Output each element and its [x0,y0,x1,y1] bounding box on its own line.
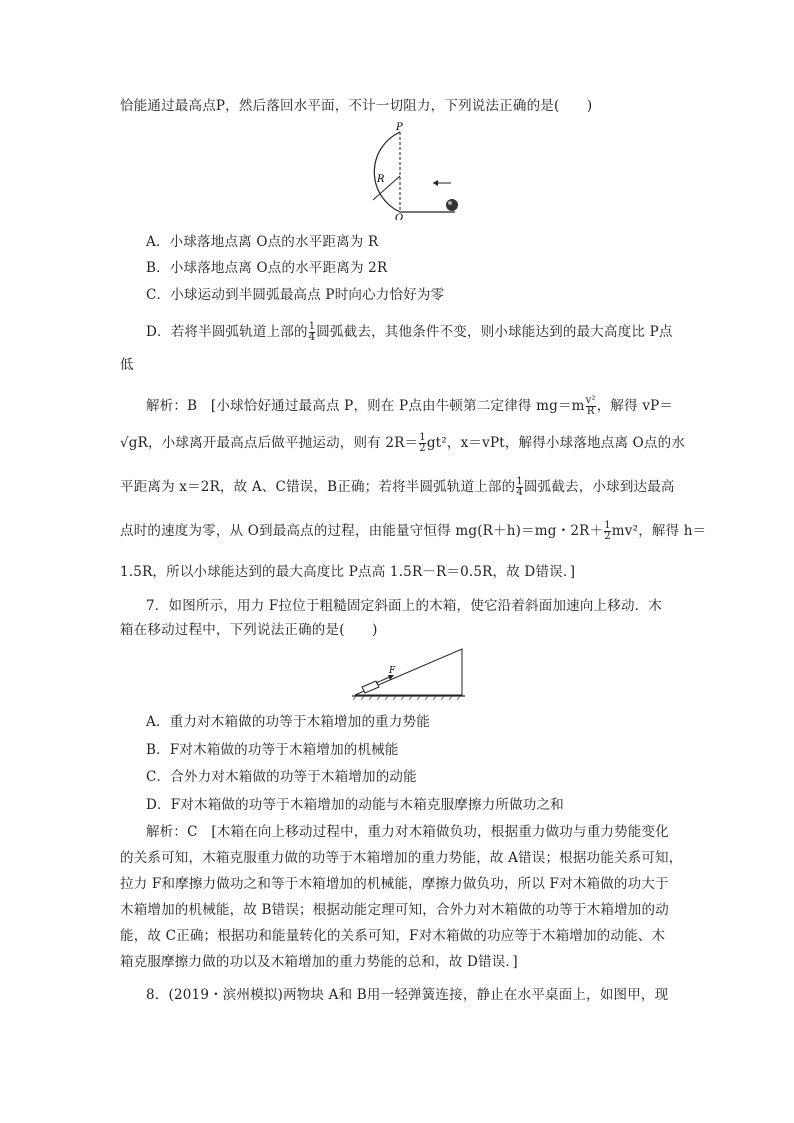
ball [446,199,458,211]
q6-option-b: B．小球落地点离 O点的水平距离为 2R [146,260,388,276]
label-o: O [395,213,404,220]
q7-option-d: D．F对木箱做的功等于木箱增加的动能与木箱克服摩擦力所做功之和 [146,797,564,813]
fraction: $\frac{1}{2}$ [419,432,426,454]
q7-solution-line-6: 箱克服摩擦力做的功以及木箱增加的重力势能的总和，故 D错误．] [120,954,518,970]
q6-solution-line-3: 平距离为 x＝2R，故 A、C错误，B正确；若将半圆弧轨道上部的 $\frac{1}{4}$ 圆弧截去，小球到达最高 [120,476,675,498]
q7-option-b: B．F对木箱做的功等于木箱增加的机械能 [146,742,399,758]
fraction: $\frac{\text{v²}}{R}$ [585,395,596,417]
q7-solution-line-2: 的关系可知，木箱克服重力做的功等于木箱增加的重力势能，故 A错误；根据功能关系可知， [120,850,683,866]
fraction: $\frac{1}{4}$ [308,321,316,343]
fraction: $\frac{1}{4}$ [516,476,523,498]
q7-solution-line-1: 解析：C [木箱在向上移动过程中，重力对木箱做负功，根据重力做功与重力势能变化 [146,824,669,840]
q7-stem-line-2: 箱在移动过程中，下列说法正确的是( ) [120,622,378,638]
q6-solution-line-2: √gR，小球离开最高点后做平抛运动，则有 2R＝ $\frac{1}{2}$ gt²，x＝vPt，解得小球落地点离 O点的水 [120,432,686,454]
q6-semicircle-track-figure [355,120,475,220]
q7-option-a: A．重力对木箱做的功等于木箱增加的重力势能 [146,714,430,730]
label-p: P [396,122,403,133]
q8-stem-line-1: 8．(2019・滨州模拟)两物块 A和 B用一轻弹簧连接，静止在水平桌面上，如图甲，现 [146,987,669,1003]
q6-solution-line-4: 点时的速度为零，从 O到最高点的过程，由能量守恒得 mg(R＋h)＝mg・2R＋ $\frac{1}{2}$ mv²，解得 h＝ [120,520,707,542]
q6-stem: 恰能通过最高点P，然后落回水平面，不计一切阻力，下列说法正确的是( ) [120,98,593,114]
q6-option-d: D．若将半圆弧轨道上部的 $\frac{1}{4}$ 圆弧截去，其他条件不变，则小球能达到的最大高度比 P点 [146,321,673,343]
q7-solution-line-5: 能，故 C正确；根据功和能量转化的关系可知，F对木箱做的功应等于木箱增加的动能、木 [120,928,666,944]
q6-solution-line-5: 1.5R，所以小球能达到的最大高度比 P点高 1.5R－R＝0.5R，故 D错误．] [120,564,576,580]
q7-solution-line-3: 拉力 F和摩擦力做功之和等于木箱增加的机械能，摩擦力做负功，所以 F对木箱做的功大于 [120,876,669,892]
q6-solution-line-1: 解析：B [小球恰好通过最高点 P，则在 P点由牛顿第二定律得 mg＝m $\frac{\text{v²}}{R}$ ，解得 vP＝ [146,395,674,417]
semicircle-track [374,132,400,212]
q7-incline-figure [350,645,470,703]
q6-option-d-cont: 低 [120,357,134,373]
fraction: $\frac{1}{2}$ [604,520,611,542]
q7-option-c: C．合外力对木箱做的功等于木箱增加的动能 [146,769,417,785]
q7-stem-line-1: 7．如图所示，用力 F拉位于粗糙固定斜面上的木箱，使它沿着斜面加速向上移动．木 [146,598,663,614]
left-arrow-icon [433,180,438,186]
q6-option-a: A．小球落地点离 O点的水平距离为 R [146,234,379,250]
label-r: R [377,174,385,185]
q6-option-c: C．小球运动到半圆弧最高点 P时向心力恰好为零 [146,287,445,303]
label-f: F [389,666,396,676]
q7-solution-line-4: 木箱增加的机械能，故 B错误；根据动能定理可知，合外力对木箱做的功等于木箱增加的动 [120,902,669,918]
